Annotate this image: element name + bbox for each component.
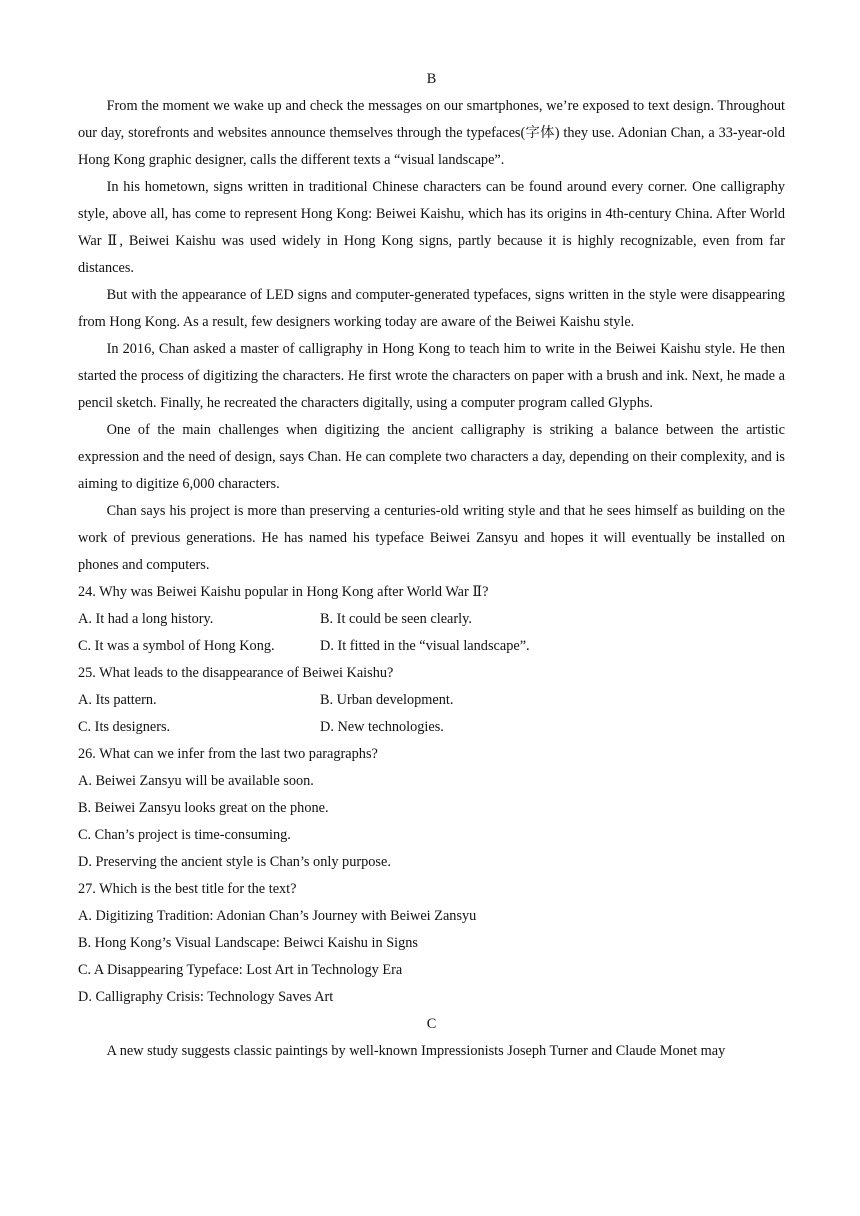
question-26-option-b: B. Beiwei Zansyu looks great on the phone. xyxy=(78,800,329,816)
question-25-options-row-2 xyxy=(78,714,785,741)
question-27-option-c: C. A Disappearing Typeface: Lost Art in Technology Era xyxy=(78,962,403,978)
section-b-paragraph-1: From the moment we wake up and check the messages on our smartphones, we’re exposed to text design. Throughout our day, storefronts and websites announce themselves through the typefaces(字体) they use. Adonian Chan, a 33-year-old Hong Kong graphic designer, calls the different texts a “visual landscape”. xyxy=(78,98,785,168)
question-25-option-a: A. Its pattern. xyxy=(78,692,157,708)
section-c-paragraph-1: A new study suggests classic paintings by well-known Impressionists Joseph Turner and Claude Monet may xyxy=(106,1043,726,1059)
question-27-option-b: B. Hong Kong’s Visual Landscape: Beiwci Kaishu in Signs xyxy=(78,935,418,951)
question-24-option-d: D. It fitted in the “visual landscape”. xyxy=(320,638,530,654)
section-b-paragraph-3: But with the appearance of LED signs and computer-generated typefaces, signs written in the style were disappearing from Hong Kong. As a result, few designers working today are aware of the Beiwei Kaishu style. xyxy=(78,287,785,330)
question-24-option-c: C. It was a symbol of Hong Kong. xyxy=(78,638,275,654)
question-24-option-a: A. It had a long history. xyxy=(78,611,214,627)
question-24-option-b: B. It could be seen clearly. xyxy=(320,611,472,627)
question-26-option-a: A. Beiwei Zansyu will be available soon. xyxy=(78,773,314,789)
question-25-stem: 25. What leads to the disappearance of Beiwei Kaishu? xyxy=(78,665,394,681)
section-b-paragraph-4: In 2016, Chan asked a master of calligraphy in Hong Kong to teach him to write in the Beiwei Kaishu style. He then started the process of digitizing the characters. He first wrote the characters on paper with a brush and ink. Next, he made a pencil sketch. Finally, he recreated the characters digitally, using a computer program called Glyphs. xyxy=(78,341,785,411)
question-25-option-b: B. Urban development. xyxy=(320,692,454,708)
question-26-option-d: D. Preserving the ancient style is Chan’s only purpose. xyxy=(78,854,391,870)
question-25-options-row-1 xyxy=(78,687,785,714)
question-26-stem: 26. What can we infer from the last two paragraphs? xyxy=(78,746,378,762)
section-b-paragraph-6: Chan says his project is more than preserving a centuries-old writing style and that he sees himself as building on the work of previous generations. He has named his typeface Beiwei Zansyu and hopes it will eventually be installed on phones and computers. xyxy=(78,503,785,573)
question-24-options-row-1 xyxy=(78,606,785,633)
question-27-option-a: A. Digitizing Tradition: Adonian Chan’s Journey with Beiwei Zansyu xyxy=(78,908,477,924)
question-24-stem: 24. Why was Beiwei Kaishu popular in Hong Kong after World War Ⅱ? xyxy=(78,584,489,600)
document-page xyxy=(78,66,785,1065)
question-24-options-row-2 xyxy=(78,633,785,660)
question-26-option-c: C. Chan’s project is time-consuming. xyxy=(78,827,291,843)
question-25-option-c: C. Its designers. xyxy=(78,719,171,735)
section-b-heading: B xyxy=(426,71,437,87)
section-b-paragraph-2: In his hometown, signs written in traditional Chinese characters can be found around every corner. One calligraphy style, above all, has come to represent Hong Kong: Beiwei Kaishu, which has its origins in 4th-century China. After World War Ⅱ, Beiwei Kaishu was used widely in Hong Kong signs, partly because it is highly recognizable, even from far distances. xyxy=(78,179,785,276)
question-27-stem: 27. Which is the best title for the text? xyxy=(78,881,297,897)
section-c-heading: C xyxy=(426,1016,437,1032)
question-27-option-d: D. Calligraphy Crisis: Technology Saves Art xyxy=(78,989,334,1005)
section-b-paragraph-5: One of the main challenges when digitizing the ancient calligraphy is striking a balance between the artistic expression and the need of design, says Chan. He can complete two characters a day, depending on their complexity, and is aiming to digitize 6,000 characters. xyxy=(78,422,785,492)
question-25-option-d: D. New technologies. xyxy=(320,719,444,735)
